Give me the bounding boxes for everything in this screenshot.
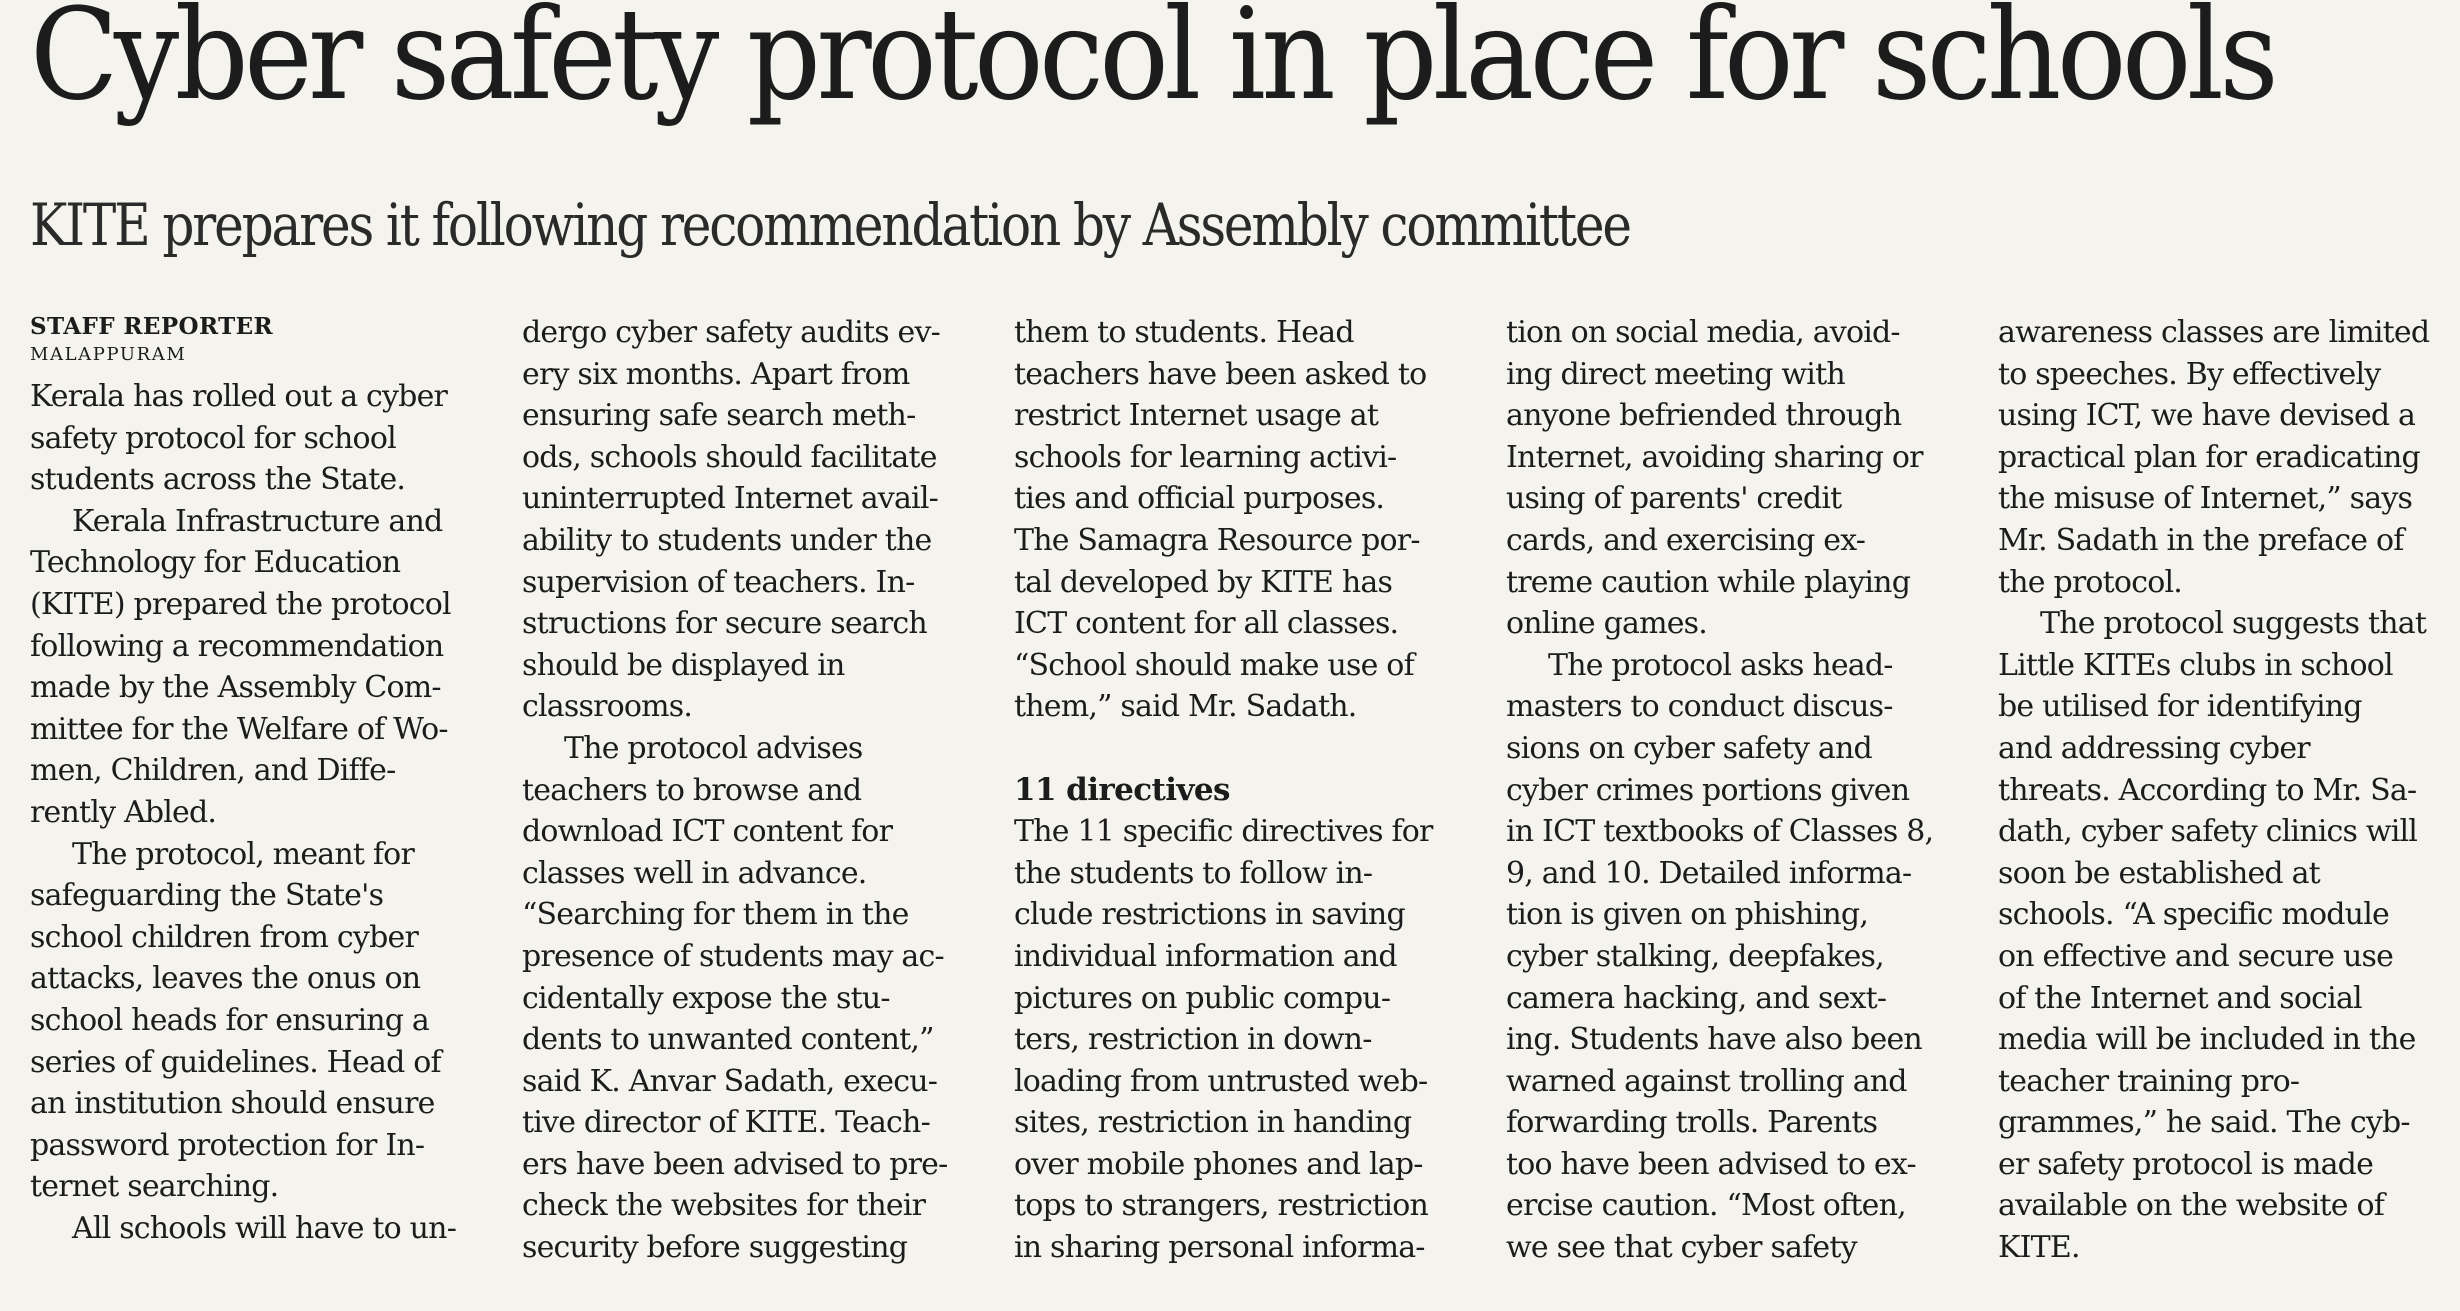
text-line: ters, restriction in down- [1014,1022,1372,1058]
text-line: “Searching for them in the [522,897,909,933]
text-line: presence of students may ac- [522,938,944,974]
text-line: soon be established at [1998,855,2320,891]
text-line: dath, cyber safety clinics will [1998,814,2418,850]
text-line: ties and official purposes. [1014,481,1385,517]
text-line: structions for secure search [522,606,927,642]
subheadline: KITE prepares it following recommendation by Assembly committee [30,191,1630,259]
text-line: ability to students under the [522,522,932,558]
text-line: grammes,” he said. The cyb- [1998,1105,2410,1141]
text-line: ers have been advised to pre- [522,1146,948,1182]
text-line: The protocol advises [564,730,863,766]
article-column-4 [1506,312,1978,1300]
text-line: over mobile phones and lap- [1014,1146,1423,1182]
text-line: loading from untrusted web- [1014,1063,1428,1099]
text-line: warned against trolling and [1506,1063,1907,1099]
text-line: to speeches. By effectively [1998,356,2381,392]
text-line: check the websites for their [522,1188,926,1224]
text-line: threats. According to Mr. Sa- [1998,772,2417,808]
text-line: password protection for In- [30,1127,425,1163]
text-line: too have been advised to ex- [1506,1146,1916,1182]
text-line: the misuse of Internet,” says [1998,481,2413,517]
text-line: classrooms. [522,689,693,725]
text-line: safety protocol for school [30,420,396,456]
text-line: said K. Anvar Sadath, execu- [522,1063,938,1099]
text-line: Kerala has rolled out a cyber [30,379,448,414]
text-line: The Samagra Resource por- [1014,522,1420,558]
text-line: ensuring safe search meth- [522,398,916,434]
text-line: cards, and exercising ex- [1506,522,1866,558]
text-line: of the Internet and social [1998,980,2362,1016]
text-line: individual information and [1014,938,1397,974]
text-line: attacks, leaves the onus on [30,961,421,997]
text-line: The protocol, meant for [72,836,414,872]
text-line: uninterrupted Internet avail- [522,481,938,517]
text-line: sions on cyber safety and [1506,730,1872,766]
text-line: them to students. Head [1014,315,1354,350]
text-line: schools. “A specific module [1998,897,2389,933]
text-line: Little KITEs clubs in school [1998,647,2393,683]
text-line: tal developed by KITE has [1014,564,1393,600]
text-line: using ICT, we have devised a [1998,398,2416,434]
text-line: classes well in advance. [522,855,867,891]
text-line: clude restrictions in saving [1014,897,1405,933]
text-line: mittee for the Welfare of Wo- [30,711,448,747]
text-line: camera hacking, and sext- [1506,980,1887,1016]
text-line: dergo cyber safety audits ev- [522,315,940,350]
text-line: in ICT textbooks of Classes 8, [1506,814,1934,850]
headline: Cyber safety protocol in place for schools [30,0,2275,128]
text-line: ternet searching. [30,1169,279,1205]
text-line: on effective and secure use [1998,938,2394,974]
text-line: and addressing cyber [1998,730,2310,766]
text-line: “School should make use of [1014,647,1414,683]
article-column-3 [1014,312,1486,1300]
text-line: available on the website of [1998,1188,2385,1224]
text-line: anyone befriended through [1506,398,1902,434]
text-line: school heads for ensuring a [30,1002,429,1038]
text-line: the protocol. [1998,564,2182,600]
text-line: download ICT content for [522,814,893,850]
text-line: The protocol asks head- [1548,647,1893,683]
text-line: Technology for Education [30,545,401,581]
article-column-1 [30,312,502,1300]
text-line: made by the Assembly Com- [30,670,441,706]
text-line: treme caution while playing [1506,564,1911,600]
text-line: cidentally expose the stu- [522,980,890,1016]
text-line: in sharing personal informa- [1014,1230,1425,1266]
text-line: (KITE) prepared the protocol [30,586,451,622]
text-line: using of parents' credit [1506,481,1842,517]
text-line: masters to conduct discus- [1506,689,1893,725]
text-line: teachers to browse and [522,772,862,808]
text-line: dents to unwanted content,” [522,1022,934,1058]
text-line: rently Abled. [30,794,217,830]
text-line: tops to strangers, restriction [1014,1188,1428,1224]
text-line: ercise caution. “Most often, [1506,1188,1906,1224]
text-line: them,” said Mr. Sadath. [1014,689,1357,725]
text-line: teacher training pro- [1998,1063,2300,1099]
text-line: supervision of teachers. In- [522,564,915,600]
text-line: sites, restriction in handing [1014,1105,1412,1141]
article-column-2 [522,312,994,1300]
text-line: teachers have been asked to [1014,356,1427,392]
text-line: should be displayed in [522,647,845,683]
text-line: ery six months. Apart from [522,356,910,392]
text-line: following a recommendation [30,628,444,664]
text-line: series of guidelines. Head of [30,1044,441,1080]
text-line: cyber crimes portions given [1506,772,1910,808]
text-line: practical plan for eradicating [1998,439,2420,475]
dateline: MALAPPURAM [30,344,187,365]
text-line: tion is given on phishing, [1506,897,1869,933]
article-column-5 [1998,312,2460,1300]
text-line: Kerala Infrastructure and [72,503,443,539]
text-line: ing direct meeting with [1506,356,1845,392]
text-line: school children from cyber [30,919,418,955]
text-line: men, Children, and Diffe- [30,753,396,789]
crosshead-11-directives: 11 directives [1014,771,1230,808]
text-line: an institution should ensure [30,1086,435,1122]
text-line: The protocol suggests that [2040,606,2427,642]
text-line: 9, and 10. Detailed informa- [1506,855,1912,891]
text-line: The 11 specific directives for [1014,814,1433,850]
text-line: Internet, avoiding sharing or [1506,439,1923,475]
byline: STAFF REPORTER [30,313,274,340]
text-line: er safety protocol is made [1998,1146,2374,1182]
text-line: media will be included in the [1998,1022,2416,1058]
text-line: KITE. [1998,1230,2080,1266]
text-line: pictures on public compu- [1014,980,1391,1016]
text-line: safeguarding the State's [30,878,384,914]
text-line: cyber stalking, deepfakes, [1506,938,1884,974]
text-line: we see that cyber safety [1506,1230,1857,1266]
text-line: tive director of KITE. Teach- [522,1105,930,1141]
text-line: security before suggesting [522,1230,908,1266]
text-line: be utilised for identifying [1998,689,2362,725]
text-line: All schools will have to un- [72,1210,457,1246]
text-line: ods, schools should facilitate [522,439,937,475]
text-line: ing. Students have also been [1506,1022,1922,1058]
text-line: ICT content for all classes. [1014,606,1399,642]
text-line: forwarding trolls. Parents [1506,1105,1878,1141]
text-line: schools for learning activi- [1014,439,1397,475]
text-line: students across the State. [30,462,406,498]
text-line: Mr. Sadath in the preface of [1998,522,2404,558]
text-line: the students to follow in- [1014,855,1373,891]
text-line: restrict Internet usage at [1014,398,1379,434]
text-line: tion on social media, avoid- [1506,315,1900,350]
text-line: awareness classes are limited [1998,315,2430,350]
text-line: online games. [1506,606,1708,642]
